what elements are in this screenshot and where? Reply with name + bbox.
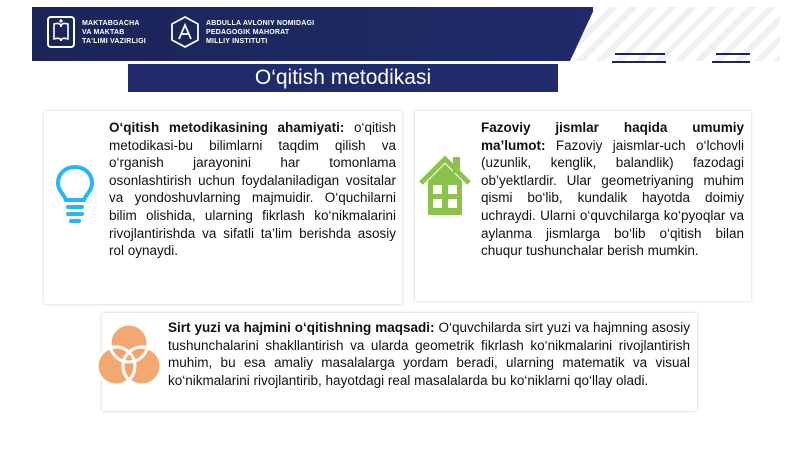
institute-logo-text: ABDULLA AVLONIY NOMIDAGI PEDAGOGIK MAHORAT MILLIY INSTITUTI xyxy=(206,19,315,45)
institute-logo xyxy=(170,15,314,49)
book-logo-icon xyxy=(46,15,76,49)
goal-text xyxy=(168,319,690,389)
venn-diagram-icon xyxy=(95,321,163,391)
decorative-rule xyxy=(712,61,750,63)
decorative-rule xyxy=(716,53,750,55)
solids-body: Fazoviy jaismlar-uch o‘lchovli (uzunlik, kenglik, balandlik) fazodagi ob’yektlardir. Ular geometriyaning muhim qismi bo‘lib, kundalik hayotda doimiy uchraydi. Ularni o‘quvchilarga ko‘pyoqlar va aylanma jismlarga bo‘lib o‘qitish bilan chuqur tushunchalar berish mumkin. xyxy=(481,137,744,259)
solids-heading: Fazoviy jismlar haqida umumiy ma’lumot: xyxy=(481,120,744,153)
importance-body: o‘qitish metodikasi-bu bilimlarni taqdim qilish va o‘rganish jarayonini har tomonlama osonlashtirish uchun foydalaniladigan vositalar va yondoshuvlarning majmuidir. O‘quchilarni bilim olishida, ularning fikrlash ko‘nikmalarini rivojlantirishda va sifatli ta’lim berishda asosiy rol oynaydi. xyxy=(109,120,396,259)
goal-body: O‘quvchilarda sirt yuzi va hajmning asosiy tushunchalarini shakllantirish va ularda geometrik fikrlash ko‘nikmalarini rivojlantirish muhim, bu esa amaliy masalalarga yordam beradi, ularning matematik va visual ko‘nikmalarini rivojlantirib, hayotdagi real masalalarda bu ko‘niklarni qo‘llay oladi. xyxy=(168,320,690,388)
institute-emblem-icon xyxy=(170,15,200,49)
header-banner xyxy=(32,7,780,61)
goal-heading: Sirt yuzi va hajmini o‘qitishning maqsadi: xyxy=(168,320,435,335)
house-icon xyxy=(419,151,471,221)
solids-text xyxy=(481,119,744,260)
importance-card xyxy=(44,111,402,304)
lightbulb-icon xyxy=(54,163,96,227)
ministry-logo-text: MAKTABGACHA VA MAKTAB TA'LIMI VAZIRLIGI xyxy=(82,19,146,45)
decorative-rule xyxy=(612,61,666,63)
importance-text xyxy=(109,119,396,260)
slide-title: O‘qitish metodikasi xyxy=(128,64,558,92)
ministry-logo xyxy=(46,15,146,49)
importance-heading: O‘qitish metodikasining ahamiyati: xyxy=(109,120,345,135)
goal-card xyxy=(102,313,697,411)
solids-card xyxy=(415,111,751,301)
decorative-rule xyxy=(615,53,665,55)
